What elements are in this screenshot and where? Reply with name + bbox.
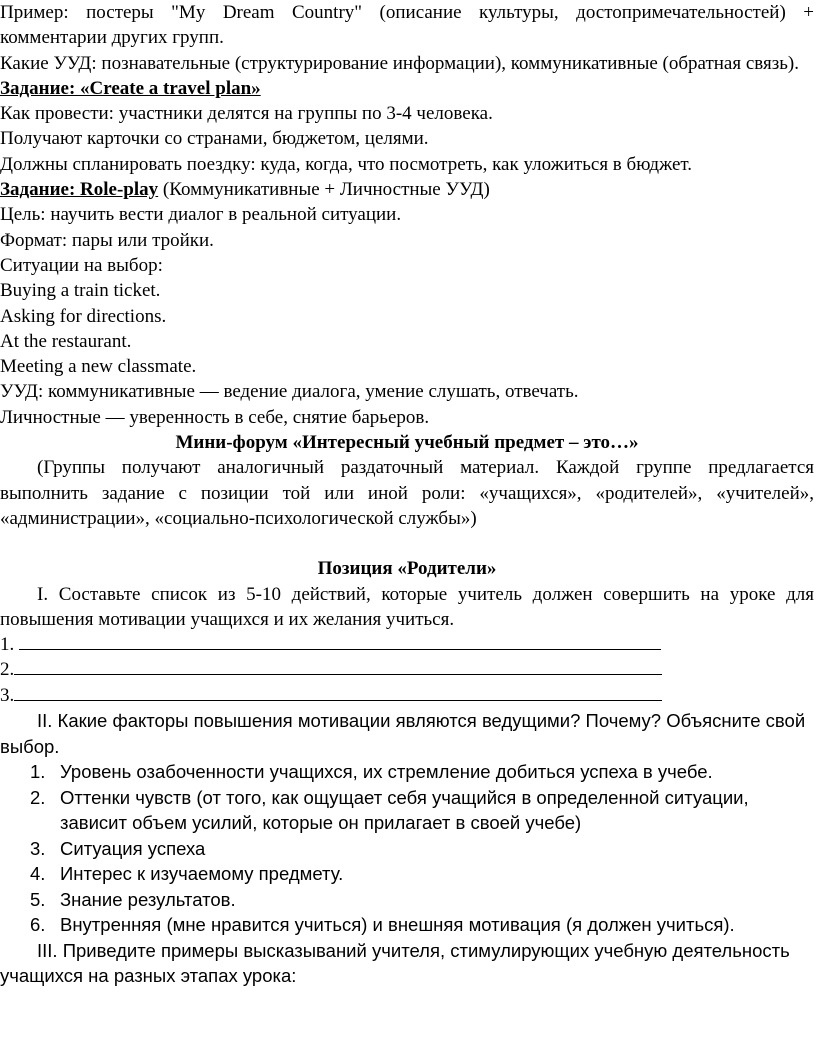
task2-situation: Asking for directions. — [0, 305, 167, 327]
list-item: 1. Уровень озабоченности учащихся, их стремление добиться успеха в учебе. — [30, 761, 713, 783]
blank-number: 3. — [0, 684, 15, 706]
task1-heading: Задание: «Create a travel plan» — [0, 77, 261, 99]
forum-title: Мини-форум «Интересный учебный предмет – это…» — [175, 432, 639, 454]
intro-example: Пример: постеры "My Dream Country" (описание культуры, достопримечательностей) + комментарии других групп. — [0, 2, 814, 49]
task2-situation: At the restaurant. — [0, 330, 132, 352]
blank-line-2 — [0, 657, 814, 682]
task1-line: Как провести: участники делятся на группы по 3-4 человека. — [0, 103, 493, 125]
task1-line: Должны спланировать поездку: куда, когда, что посмотреть, как уложиться в бюджет. — [0, 153, 693, 175]
blank-number: 2. — [0, 659, 15, 681]
position-title: Позиция «Родители» — [317, 558, 497, 580]
task2-heading-line — [0, 177, 814, 202]
list-item: 3. Ситуация успеха — [30, 837, 206, 859]
blank-line-1 — [0, 632, 814, 657]
task2-line: Личностные — уверенность в себе, снятие барьеров. — [0, 406, 430, 428]
task2-line: УУД: коммуникативные — ведение диалога, умение слушать, отвечать. — [0, 381, 579, 403]
task2-situation: Meeting a new classmate. — [0, 356, 197, 378]
answer-line — [14, 684, 662, 701]
blank-number: 1. — [0, 634, 19, 656]
question-1: I. Составьте список из 5-10 действий, которые учитель должен совершить на уроке для повышения мотивации учащихся и их желания учиться. — [0, 583, 814, 630]
answer-line — [19, 633, 661, 650]
task2-heading: Задание: Role-play — [0, 179, 159, 201]
task2-heading-note: (Коммуникативные + Личностные УУД) — [158, 179, 490, 201]
task2-situation: Buying a train ticket. — [0, 280, 161, 302]
list-item: 5. Знание результатов. — [30, 888, 236, 910]
task2-line: Формат: пары или тройки. — [0, 229, 214, 251]
question-2: II. Какие факторы повышения мотивации являются ведущими? Почему? Объясните свой выбор. — [0, 710, 806, 757]
list-item: 6. Внутренняя (мне нравится учиться) и внешняя мотивация (я должен учиться). — [30, 914, 735, 936]
list-item: 4. Интерес к изучаемому предмету. — [30, 863, 344, 885]
forum-description: (Группы получают аналогичный раздаточный материал. Каждой группе предлагается выполнить задание с позиции той или иной роли: «учащихся», «родителей», «учителей», «администрации», «социально-психологической службы») — [0, 457, 814, 529]
task2-line: Цель: научить вести диалог в реальной ситуации. — [0, 204, 402, 226]
task1-line: Получают карточки со странами, бюджетом, целями. — [0, 128, 429, 150]
question-3: III. Приведите примеры высказываний учителя, стимулирующих учебную деятельность учащихся на разных этапах урока: — [0, 939, 790, 987]
intro-uud: Какие УУД: познавательные (структурирование информации), коммуникативные (обратная связь). — [0, 52, 799, 74]
list-item: 2. Оттенки чувств (от того, как ощущает себя учащийся в определенной ситуации, зависит объем усилий, которые он прилагает в своей учебе) — [30, 786, 749, 834]
spacer — [0, 531, 814, 556]
answer-line — [14, 658, 662, 675]
factors-list — [0, 759, 814, 938]
blank-line-3 — [0, 683, 814, 708]
task2-line: Ситуации на выбор: — [0, 254, 163, 276]
